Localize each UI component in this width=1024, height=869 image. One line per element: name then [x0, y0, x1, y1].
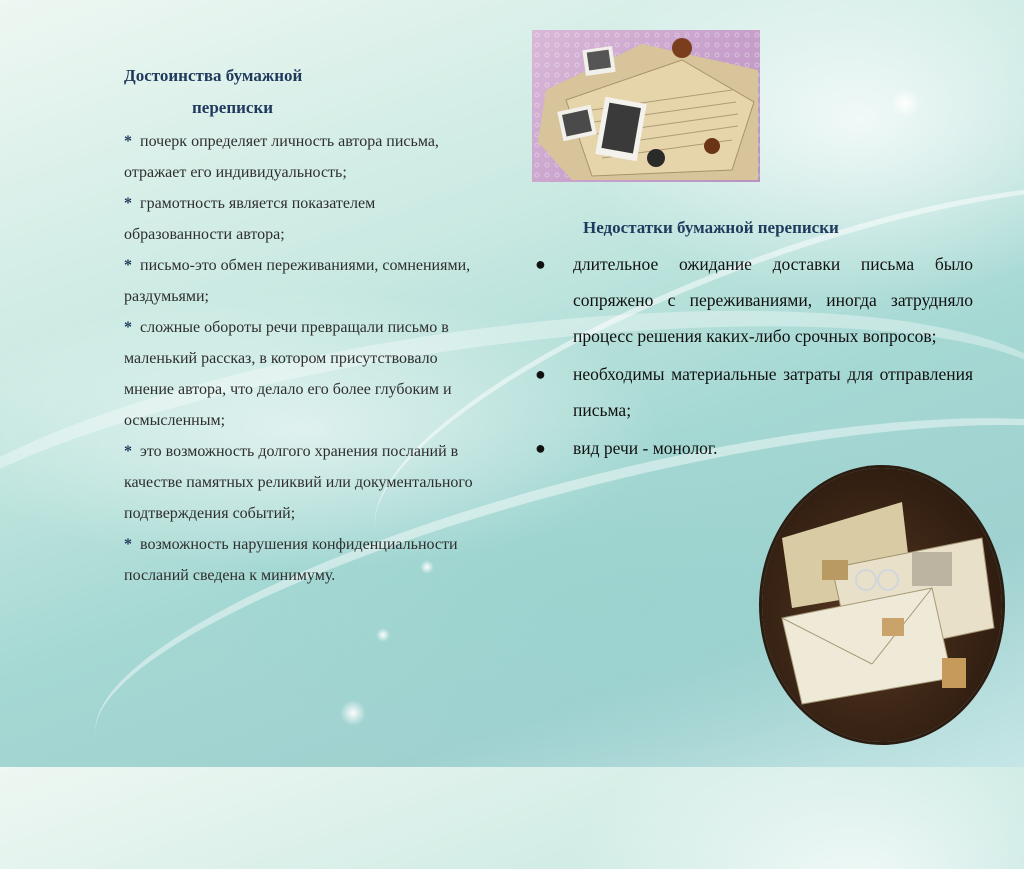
list-item-text: длительное ожидание доставки письма было сопряжено с переживаниями, иногда затрудняло процесс решения каких-либо срочных вопросов;: [573, 254, 973, 346]
list-item: [533, 356, 973, 428]
asterisk-marker: *: [124, 133, 132, 150]
list-item: [124, 188, 474, 250]
asterisk-marker: *: [124, 536, 132, 553]
disadvantages-heading: Недостатки бумажной переписки: [583, 218, 839, 237]
list-item-text: грамотность является показателем образованности автора;: [124, 195, 376, 243]
list-item-text: письмо-это обмен переживаниями, сомнениями, раздумьями;: [124, 257, 471, 305]
bullet-marker: ●: [535, 254, 546, 274]
list-item: [124, 312, 474, 436]
asterisk-marker: *: [124, 257, 132, 274]
asterisk-marker: *: [124, 319, 132, 336]
asterisk-marker: *: [124, 195, 132, 212]
bullet-marker: ●: [535, 438, 546, 458]
old-letters-and-photos-photo: [532, 30, 760, 182]
advantages-heading-line2: переписки: [192, 98, 274, 117]
bullet-marker: ●: [535, 364, 546, 384]
list-item: [533, 430, 973, 466]
list-item-text: необходимы материальные затраты для отправления письма;: [573, 364, 973, 420]
list-item: [124, 529, 474, 591]
list-item-text: вид речи - монолог.: [573, 438, 718, 458]
advantages-heading: [124, 60, 474, 124]
background-sparkle: [890, 88, 920, 118]
list-item: [124, 250, 474, 312]
advantages-section: [124, 60, 474, 591]
envelopes-in-wooden-box-photo: [762, 468, 1002, 742]
list-item-text: это возможность долгого хранения посланий в качестве памятных реликвий или документального подтверждения событий;: [124, 443, 473, 522]
advantages-list: [124, 126, 474, 591]
list-item-text: почерк определяет личность автора письма, отражает его индивидуальность;: [124, 133, 439, 181]
list-item-text: сложные обороты речи превращали письмо в маленький рассказ, в котором присутствовало мнение автора, что делало его более глубоким и осмысленным;: [124, 319, 452, 429]
asterisk-marker: *: [124, 443, 132, 460]
list-item-text: возможность нарушения конфиденциальности посланий сведена к минимуму.: [124, 536, 458, 584]
advantages-heading-line1: Достоинства бумажной: [124, 66, 303, 85]
disadvantages-list: [533, 246, 973, 468]
background-sparkle: [376, 628, 390, 642]
list-item: [124, 436, 474, 529]
list-item: [533, 246, 973, 354]
background-sparkle: [340, 700, 366, 726]
list-item: [124, 126, 474, 188]
